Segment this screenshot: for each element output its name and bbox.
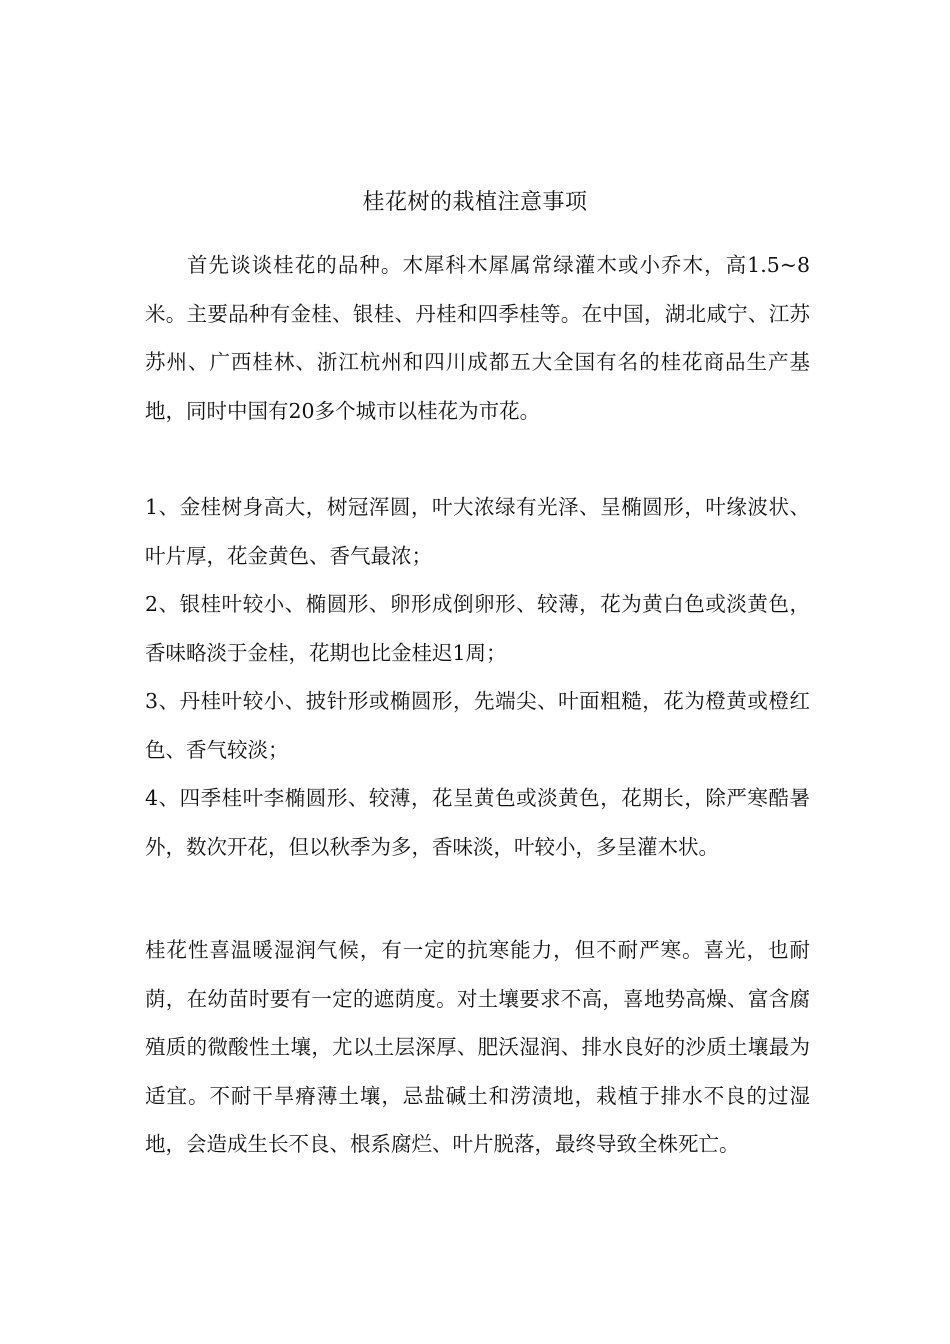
habit-section bbox=[145, 926, 810, 1169]
habit-paragraph: 桂花性喜温暖湿润气候，有一定的抗寒能力，但不耐严寒。喜光，也耐荫，在幼苗时要有一定的遮荫度。对土壤要求不高，喜地势高燥、富含腐殖质的微酸性土壤，尤以土层深厚、肥沃湿润、排水良好的沙质土壤最为适宜。不耐干旱瘠薄土壤，忌盐碱土和涝渍地，栽植于排水不良的过湿地，会造成生长不良、根系腐烂、叶片脱落，最终导致全株死亡。 bbox=[145, 938, 810, 1156]
document-title: 桂花树的栽植注意事项 bbox=[362, 190, 588, 215]
variety-item-4: 4、四季桂叶李椭圆形、较薄，花呈黄色或淡黄色，花期长，除严寒酷暑外，数次开花，但以秋季为多，香味淡，叶较小，多呈灌木状。 bbox=[145, 786, 810, 859]
intro-section bbox=[145, 241, 810, 435]
variety-item-1: 1、金桂树身高大，树冠浑圆，叶大浓绿有光泽、呈椭圆形，叶缘波状、叶片厚，花金黄色、香气最浓； bbox=[145, 495, 810, 568]
variety-item-3: 3、丹桂叶较小、披针形或椭圆形，先端尖、叶面粗糙，花为橙黄或橙红色、香气较淡； bbox=[145, 689, 810, 762]
varieties-list bbox=[145, 483, 810, 871]
variety-item-2: 2、银桂叶较小、椭圆形、卵形成倒卵形、较薄，花为黄白色或淡黄色，香味略淡于金桂，花期也比金桂迟1周； bbox=[145, 592, 810, 665]
intro-paragraph: 首先谈谈桂花的品种。木犀科木犀属常绿灌木或小乔木，高1.5~8米。主要品种有金桂、银桂、丹桂和四季桂等。在中国，湖北咸宁、江苏苏州、广西桂林、浙江杭州和四川成都五大全国有名的桂花商品生产基地，同时中国有20多个城市以桂花为市花。 bbox=[145, 253, 810, 423]
